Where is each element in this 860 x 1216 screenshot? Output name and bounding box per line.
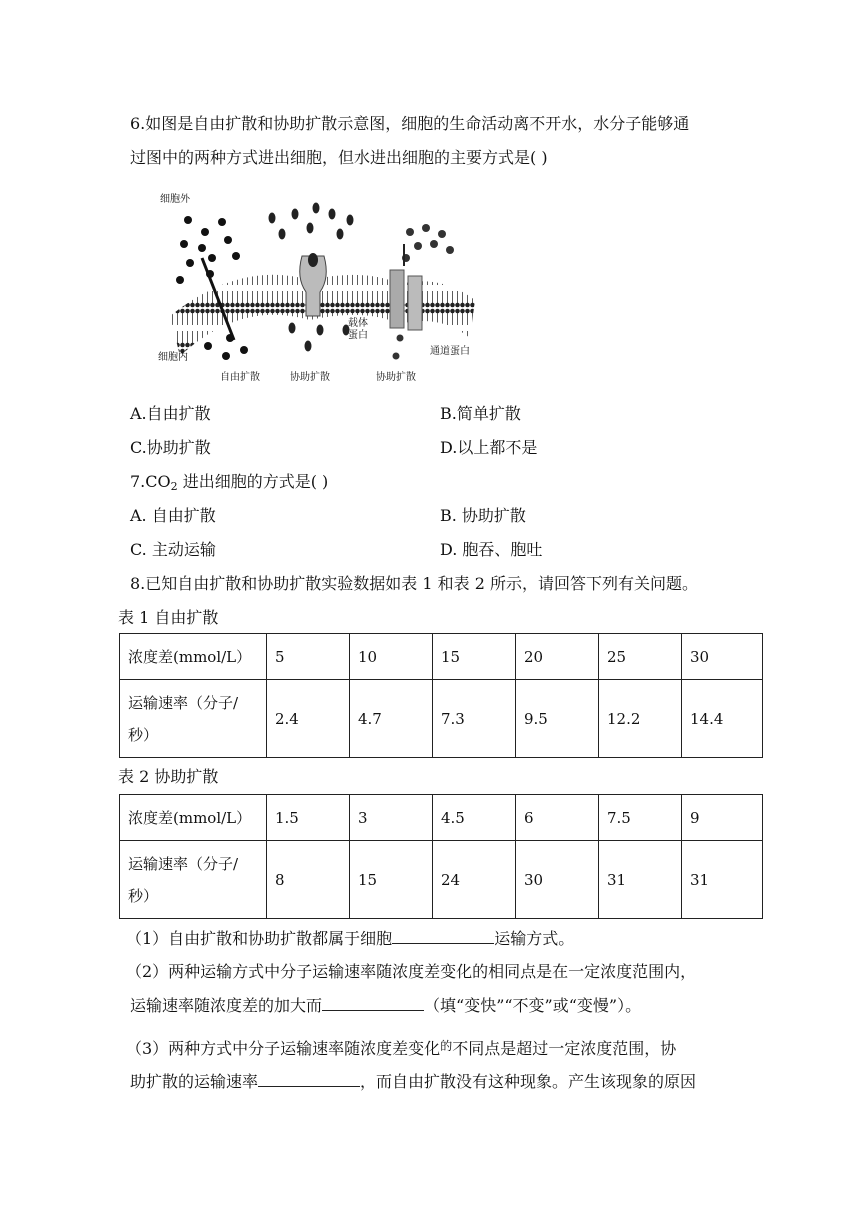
label-carrier-2: 蛋白 xyxy=(348,330,368,341)
table2-title: 表 2 协助扩散 xyxy=(118,767,219,786)
q8-sub1: （1）自由扩散和协助扩散都属于细胞 运输方式。 xyxy=(126,929,575,948)
table-cell: 6 xyxy=(516,795,599,841)
label-inside: 细胞内 xyxy=(158,352,188,363)
table-cell: 20 xyxy=(516,634,599,680)
table-cell: 2.4 xyxy=(267,680,350,758)
q7-option-b: B. 协助扩散 xyxy=(440,506,526,525)
table-cell: 4.7 xyxy=(350,680,433,758)
table-cell: 12.2 xyxy=(599,680,682,758)
q7-option-c: C. 主动运输 xyxy=(130,540,216,559)
q6-stem-line2: 过图中的两种方式进出细胞，但水进出细胞的主要方式是( ) xyxy=(130,148,548,167)
answer-blank-3[interactable] xyxy=(258,1072,360,1087)
label-channel: 通道蛋白 xyxy=(430,346,470,357)
table-cell: 7.5 xyxy=(599,795,682,841)
table-header-cell: 浓度差(mmol/L） xyxy=(120,795,267,841)
table-cell: 3 xyxy=(350,795,433,841)
table-cell: 7.3 xyxy=(433,680,516,758)
table-cell: 30 xyxy=(682,634,763,680)
q6-option-c: C.协助扩散 xyxy=(130,438,211,457)
table-cell: 9 xyxy=(682,795,763,841)
caption-free-diffusion: 自由扩散 xyxy=(220,372,260,383)
table-cell: 14.4 xyxy=(682,680,763,758)
answer-blank-1[interactable] xyxy=(392,929,494,944)
label-carrier-1: 载体 xyxy=(348,318,368,329)
table-cell: 8 xyxy=(267,841,350,919)
answer-blank-2[interactable] xyxy=(322,996,424,1011)
table-cell: 31 xyxy=(682,841,763,919)
q6-option-b: B.简单扩散 xyxy=(440,404,521,423)
table-cell: 5 xyxy=(267,634,350,680)
table-row xyxy=(120,841,763,919)
q7-option-a: A. 自由扩散 xyxy=(130,506,216,525)
q6-option-d: D.以上都不是 xyxy=(440,438,538,457)
table-cell: 31 xyxy=(599,841,682,919)
table-cell: 24 xyxy=(433,841,516,919)
table-cell: 10 xyxy=(350,634,433,680)
table-cell: 1.5 xyxy=(267,795,350,841)
q8-sub2-line1: （2）两种运输方式中分子运输速率随浓度差变化的相同点是在一定浓度范围内， xyxy=(126,962,697,981)
table-cell: 15 xyxy=(350,841,433,919)
q7-option-d: D. 胞吞、胞吐 xyxy=(440,540,543,559)
table-header-cell: 浓度差(mmol/L） xyxy=(120,634,267,680)
q8-sub3-line1: （3）两种方式中分子运输速率随浓度差变化$^的$不同点是超过一定浓度范围，协 xyxy=(126,1039,677,1058)
q6-option-a: A.自由扩散 xyxy=(130,404,211,423)
table1-title: 表 1 自由扩散 xyxy=(118,608,219,627)
table-row xyxy=(120,680,763,758)
q6-stem-line1: 6.如图是自由扩散和协助扩散示意图，细胞的生命活动离不开水，水分子能够通 xyxy=(130,114,690,133)
table-cell: 9.5 xyxy=(516,680,599,758)
q8-sub2-line2: 运输速率随浓度差的加大而 （填“变快”“不变”或“变慢”）。 xyxy=(130,996,642,1015)
table-header-cell: 运输速率（分子/ 秒） xyxy=(120,841,267,919)
table-cell: 4.5 xyxy=(433,795,516,841)
table-cell: 25 xyxy=(599,634,682,680)
table-cell: 15 xyxy=(433,634,516,680)
label-outside: 细胞外 xyxy=(160,194,190,205)
table-header-cell: 运输速率（分子/ 秒） xyxy=(120,680,267,758)
caption-facilitated-1: 协助扩散 xyxy=(290,372,330,383)
table-row xyxy=(120,634,763,680)
table-row xyxy=(120,795,763,841)
q8-sub3-line2: 助扩散的运输速率 ，而自由扩散没有这种现象。产生该现象的原因 xyxy=(130,1072,697,1091)
membrane-diffusion-figure xyxy=(150,188,495,386)
q8-intro: 8.已知自由扩散和协助扩散实验数据如表 1 和表 2 所示，请回答下列有关问题。 xyxy=(130,574,698,593)
table-cell: 30 xyxy=(516,841,599,919)
table1-free-diffusion xyxy=(119,633,763,758)
q7-stem: $7.CO_2$ 进出细胞的方式是( ) xyxy=(130,472,329,493)
table2-facilitated-diffusion xyxy=(119,794,763,919)
caption-facilitated-2: 协助扩散 xyxy=(376,372,416,383)
